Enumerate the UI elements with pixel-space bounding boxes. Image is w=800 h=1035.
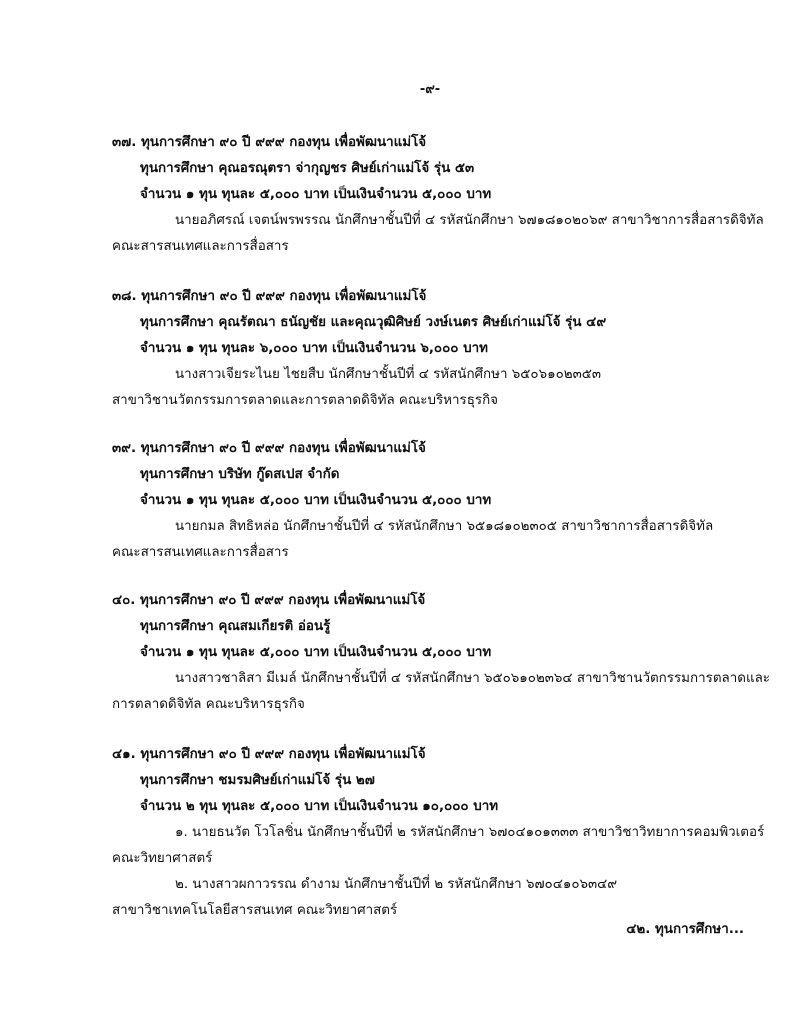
recipient-line: นายอภิศรณ์ เจตน์พรพรรณ นักศึกษาชั้นปีที่ ๔ รหัสนักศึกษา ๖๗๑๘๑๐๒๐๖๙ สาขาวิชาการสื่อสารดิจิทัล [175, 213, 764, 228]
section-heading: ๓๗. ทุนการศึกษา ๙๐ ปี ๙๙๙ กองทุน เพื่อพัฒนาแม่โจ้ [112, 135, 427, 150]
section-heading: ๓๘. ทุนการศึกษา ๙๐ ปี ๙๙๙ กองทุน เพื่อพัฒนาแม่โจ้ [112, 289, 427, 304]
recipient-line-continued: คณะวิทยาศาสตร์ [112, 851, 213, 866]
next-page-marker: ๔๒. ทุนการศึกษา... [626, 922, 744, 937]
recipient-line-continued: สาขาวิชานวัตกรรมการตลาดและการตลาดดิจิทัล คณะบริหารธุรกิจ [112, 393, 499, 408]
recipient-line-continued: คณะสารสนเทศและการสื่อสาร [112, 239, 289, 254]
scholarship-amount: จำนวน ๑ ทุน ทุนละ ๕,๐๐๐ บาท เป็นเงินจำนวน ๕,๐๐๐ บาท [140, 493, 492, 508]
recipient-line-continued: สาขาวิชาเทคโนโลยีสารสนเทศ คณะวิทยาศาสตร์ [112, 903, 398, 918]
recipient-line-continued: คณะสารสนเทศและการสื่อสาร [112, 545, 289, 560]
scholarship-name: ทุนการศึกษา คุณอรณุตรา จ่ากุญชร ศิษย์เก่าแม่โจ้ รุ่น ๕๓ [140, 161, 475, 176]
section-heading: ๔๐. ทุนการศึกษา ๙๐ ปี ๙๙๙ กองทุน เพื่อพัฒนาแม่โจ้ [112, 593, 426, 608]
section-heading: ๔๑. ทุนการศึกษา ๙๐ ปี ๙๙๙ กองทุน เพื่อพัฒนาแม่โจ้ [112, 747, 426, 762]
scholarship-name: ทุนการศึกษา คุณสมเกียรติ อ่อนรู้ [140, 619, 331, 634]
page-number: -๙- [419, 82, 441, 97]
scholarship-amount: จำนวน ๑ ทุน ทุนละ ๖,๐๐๐ บาท เป็นเงินจำนวน ๖,๐๐๐ บาท [140, 341, 488, 356]
recipient-line: ๒. นางสาวผกาวรรณ ดำงาม นักศึกษาชั้นปีที่ ๒ รหัสนักศึกษา ๖๗๐๔๑๐๖๓๔๙ [175, 877, 618, 892]
scholarship-name: ทุนการศึกษา บริษัท กู๊ดสเปส จำกัด [140, 467, 340, 482]
recipient-line-continued: การตลาดดิจิทัล คณะบริหารธุรกิจ [112, 697, 305, 712]
scholarship-amount: จำนวน ๑ ทุน ทุนละ ๕,๐๐๐ บาท เป็นเงินจำนวน ๕,๐๐๐ บาท [140, 645, 492, 660]
scholarship-name: ทุนการศึกษา คุณรัตณา ธนัญชัย และคุณวุฒิศิษย์ วงษ์เนตร ศิษย์เก่าแม่โจ้ รุ่น ๔๙ [140, 315, 607, 330]
scholarship-name: ทุนการศึกษา ชมรมศิษย์เก่าแม่โจ้ รุ่น ๒๗ [140, 773, 375, 788]
section-heading: ๓๙. ทุนการศึกษา ๙๐ ปี ๙๙๙ กองทุน เพื่อพัฒนาแม่โจ้ [112, 441, 426, 456]
recipient-line: นางสาวเจียระไนย ไชยสืบ นักศึกษาชั้นปีที่ ๔ รหัสนักศึกษา ๖๕๐๖๑๐๒๓๕๓ [175, 367, 602, 382]
scholarship-amount: จำนวน ๑ ทุน ทุนละ ๕,๐๐๐ บาท เป็นเงินจำนวน ๕,๐๐๐ บาท [140, 187, 492, 202]
recipient-line: นายกมล สิทธิหล่อ นักศึกษาชั้นปีที่ ๔ รหัสนักศึกษา ๖๕๑๘๑๐๒๓๐๕ สาขาวิชาการสื่อสารดิจิทัล [175, 519, 714, 534]
recipient-line: นางสาวชาลิสา มีเมล์ นักศึกษาชั้นปีที่ ๔ รหัสนักศึกษา ๖๕๐๖๑๐๒๓๖๔ สาขาวิชานวัตกรรมการตลาดและ [175, 671, 770, 686]
scholarship-amount: จำนวน ๒ ทุน ทุนละ ๕,๐๐๐ บาท เป็นเงินจำนวน ๑๐,๐๐๐ บาท [140, 799, 499, 814]
recipient-line: ๑. นายธนวัต โวโลชิ่น นักศึกษาชั้นปีที่ ๒ รหัสนักศึกษา ๖๗๐๔๑๐๑๓๓๓ สาขาวิชาวิทยาการคอมพิวเตอร์ [175, 825, 765, 840]
